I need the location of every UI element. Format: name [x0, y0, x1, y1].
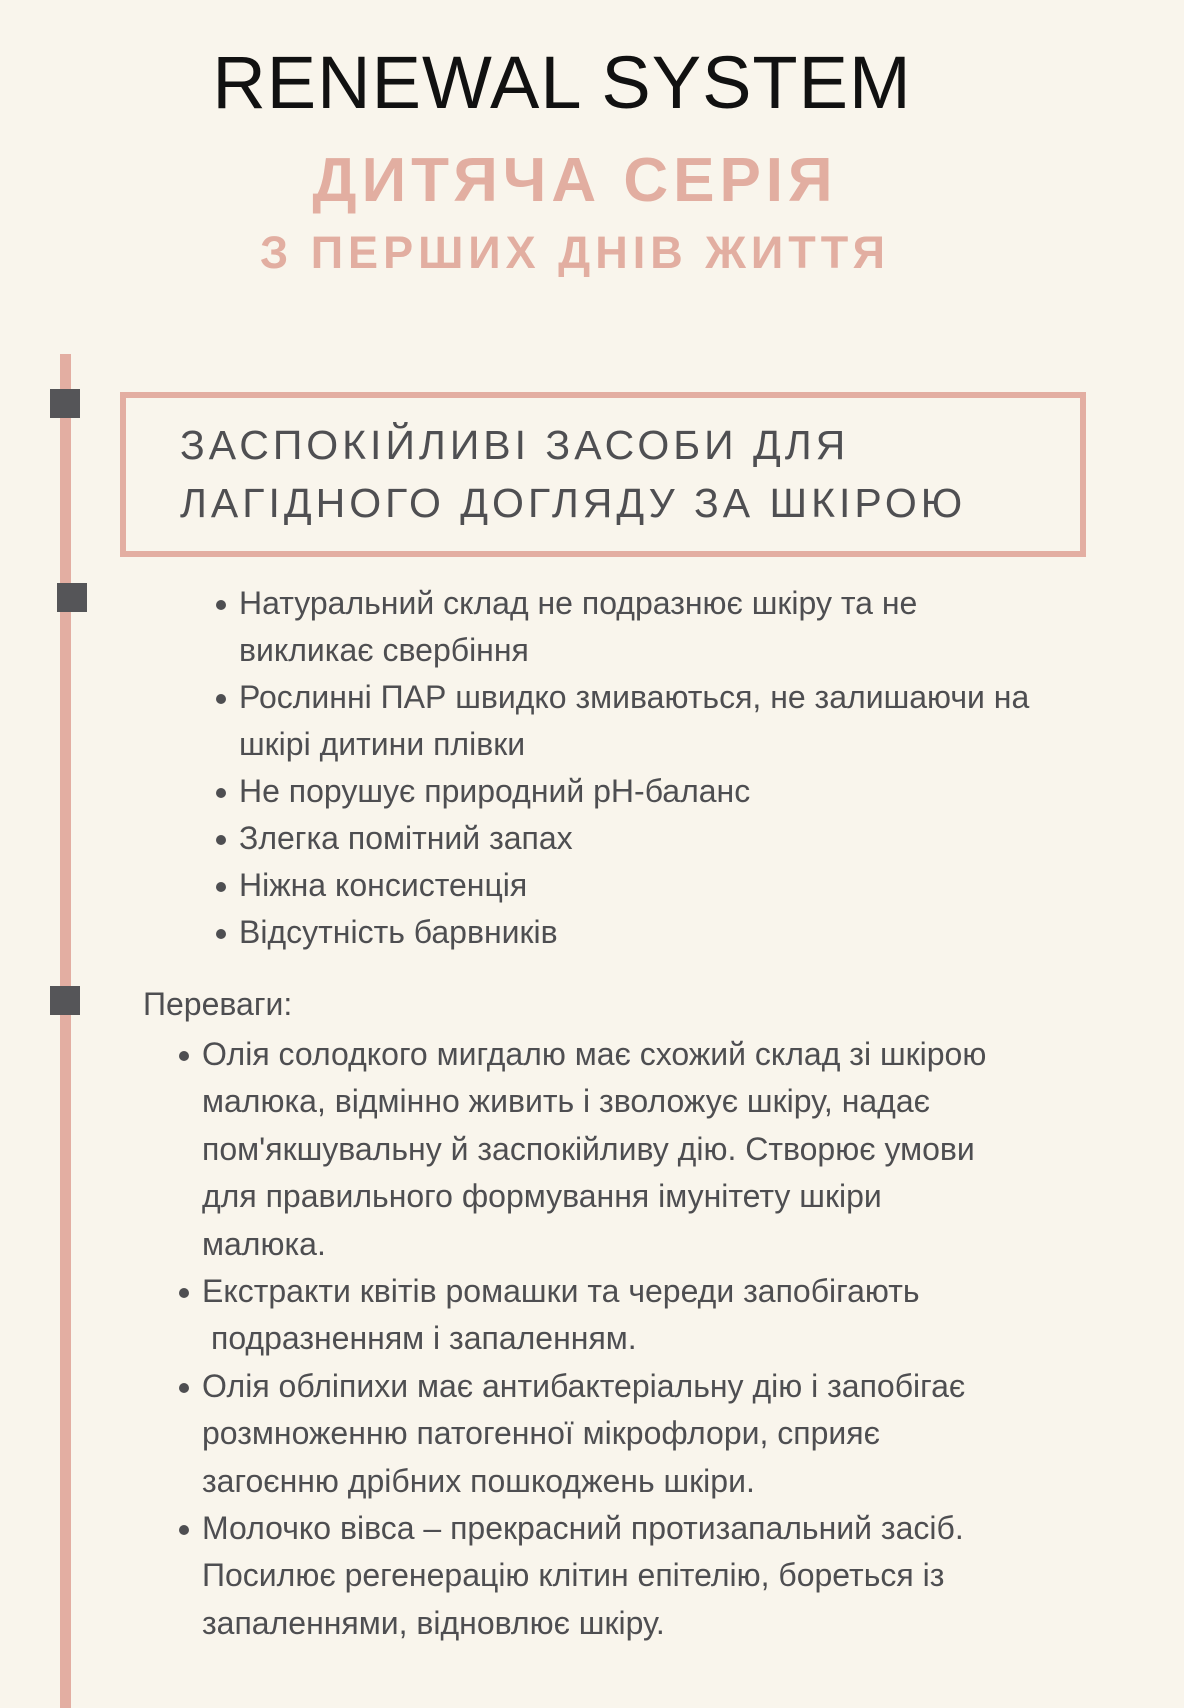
timeline-line	[60, 354, 71, 1708]
feature-text: викликає свербіння	[239, 632, 529, 668]
feature-text: Злегка помітний запах	[239, 820, 573, 856]
benefit-item	[175, 1268, 1125, 1363]
feature-item	[212, 674, 1142, 768]
benefits-label: Переваги:	[143, 986, 293, 1022]
section-heading-line: ЛАГІДНОГО ДОГЛЯДУ ЗА ШКІРОЮ	[180, 480, 967, 526]
benefit-text: Молочко вівса – прекрасний протизапальний засіб.	[202, 1510, 964, 1547]
benefit-text: загоєнню дрібних пошкоджень шкіри.	[202, 1462, 755, 1499]
feature-text: Відсутність барвників	[239, 914, 558, 950]
benefit-text: пом'якшувальну й заспокійливу дію. Створює умови	[202, 1130, 975, 1167]
feature-item	[212, 815, 1142, 862]
section-heading-line: ЗАСПОКІЙЛИВІ ЗАСОБИ ДЛЯ	[180, 422, 850, 468]
timeline-marker	[50, 389, 80, 418]
feature-item	[212, 580, 1142, 674]
timeline-marker	[50, 986, 80, 1015]
benefit-text: запаленнями, відновлює шкіру.	[202, 1604, 665, 1641]
benefit-text: розмноженню патогенної мікрофлори, сприяє	[202, 1415, 880, 1452]
benefits-list	[175, 1031, 1125, 1647]
benefit-text: малюка, відмінно живить і зволожує шкіру, надає	[202, 1083, 930, 1120]
series-tagline: З ПЕРШИХ ДНІВ ЖИТТЯ	[260, 227, 890, 278]
benefit-text: для правильного формування імунітету шкіри	[202, 1178, 882, 1215]
series-subtitle: ДИТЯЧА СЕРІЯ	[312, 146, 838, 215]
timeline-marker	[57, 583, 87, 612]
feature-item	[212, 768, 1142, 815]
feature-item	[212, 862, 1142, 909]
benefit-text: Олія обліпихи має антибактеріальну дію і запобігає	[202, 1367, 966, 1404]
benefit-text: Екстракти квітів ромашки та череди запобігають	[202, 1273, 920, 1310]
benefit-text: подразненням і запаленням.	[211, 1320, 637, 1357]
page-title: RENEWAL SYSTEM	[212, 41, 912, 124]
benefit-item	[175, 1031, 1125, 1268]
benefit-item	[175, 1363, 1125, 1505]
feature-text: Ніжна консистенція	[239, 867, 528, 903]
section-heading	[180, 416, 1060, 532]
benefit-text: Олія солодкого мигдалю має схожий склад зі шкірою	[202, 1036, 987, 1072]
feature-text: Рослинні ПАР швидко змиваються, не залишаючи на	[239, 679, 1030, 715]
benefit-text: Посилює регенерацію клітин епітелію, бореться із	[202, 1557, 945, 1594]
benefit-item	[175, 1505, 1125, 1647]
feature-list	[212, 580, 1142, 956]
benefit-text: малюка.	[202, 1225, 326, 1262]
feature-item	[212, 909, 1142, 956]
feature-text: Натуральний склад не подразнює шкіру та не	[239, 585, 918, 621]
feature-text: шкірі дитини плівки	[239, 726, 526, 762]
feature-text: Не порушує природний pH-баланс	[239, 773, 751, 809]
